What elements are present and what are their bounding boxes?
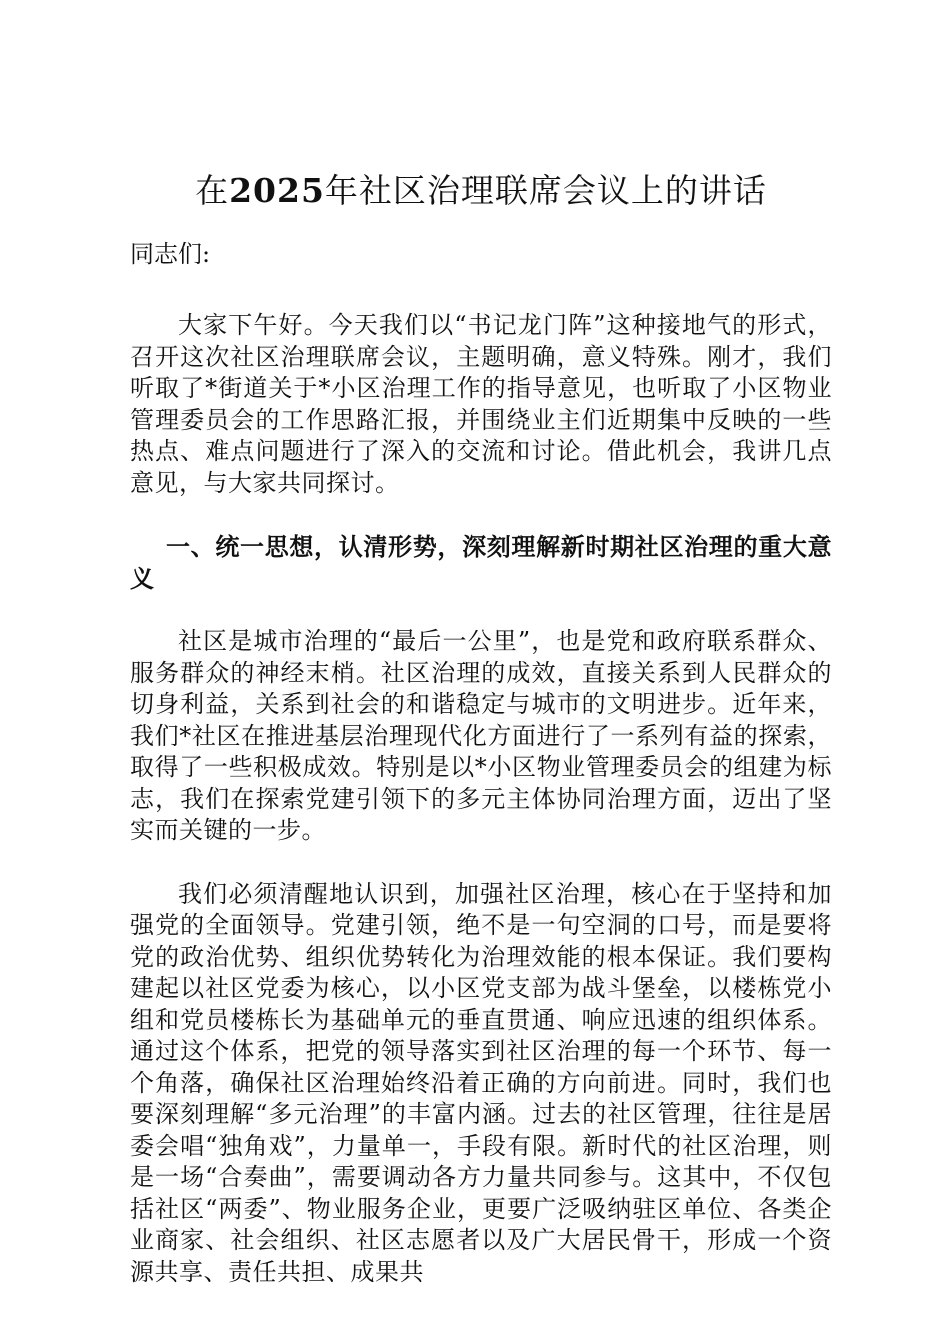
paragraph-party-leadership: 我们必须清醒地认识到，加强社区治理，核心在于坚持和加强党的全面领导。党建引领，绝不是一句空洞的口号，而是要将党的政治优势、组织优势转化为治理效能的根本保证。我们要构建起以社区党委为核心，以小区党支部为战斗堡垒，以楼栋党小组和党员楼栋长为基础单元的垂直贯通、响应迅速的组织体系。通过这个体系，把党的领导落实到社区治理的每一个环节、每一个角落，确保社区治理始终沿着正确的方向前进。同时，我们也要深刻理解“多元治理”的丰富内涵。过去的社区管理，往往是居委会唱“独角戏”，力量单一，手段有限。新时代的社区治理，则是一场“合奏曲”，需要调动各方力量共同参与。这其中，不仅包括社区“两委”、物业服务企业，更要广泛吸纳驻区单位、各类企业商家、社会组织、社区志愿者以及广大居民骨干，形成一个资源共享、责任共担、成果共 bbox=[130, 879, 832, 1286]
title-suffix: 年社区治理联席会议上的讲话 bbox=[324, 171, 767, 210]
document-title bbox=[130, 168, 832, 214]
document-page bbox=[130, 168, 832, 1320]
paragraph-community: 社区是城市治理的“最后一公里”，也是党和政府联系群众、服务群众的神经末梢。社区治理的成效，直接关系到人民群众的切身利益，关系到社会的和谐稳定与城市的文明进步。近年来，我们*社区在推进基层治理现代化方面进行了一系列有益的探索，取得了一些积极成效。特别是以*小区物业管理委员会的组建为标志，我们在探索党建引领下的多元主体协同治理方面，迈出了坚实而关键的一步。 bbox=[130, 627, 832, 844]
salutation: 同志们: bbox=[130, 240, 211, 268]
paragraph-opening: 大家下午好。今天我们以“书记龙门阵”这种接地气的形式，召开这次社区治理联席会议，主题明确，意义特殊。刚才，我们听取了*街道关于*小区治理工作的指导意见，也听取了小区物业管理委员会的工作思路汇报，并围绕业主们近期集中反映的一些热点、难点问题进行了深入的交流和讨论。借此机会，我讲几点意见，与大家共同探讨。 bbox=[130, 311, 832, 497]
title-year: 2025 bbox=[229, 171, 325, 210]
title-prefix: 在 bbox=[195, 171, 230, 210]
section-heading-1: 一、统一思想，认清形势，深刻理解新时期社区治理的重大意义 bbox=[130, 532, 832, 593]
